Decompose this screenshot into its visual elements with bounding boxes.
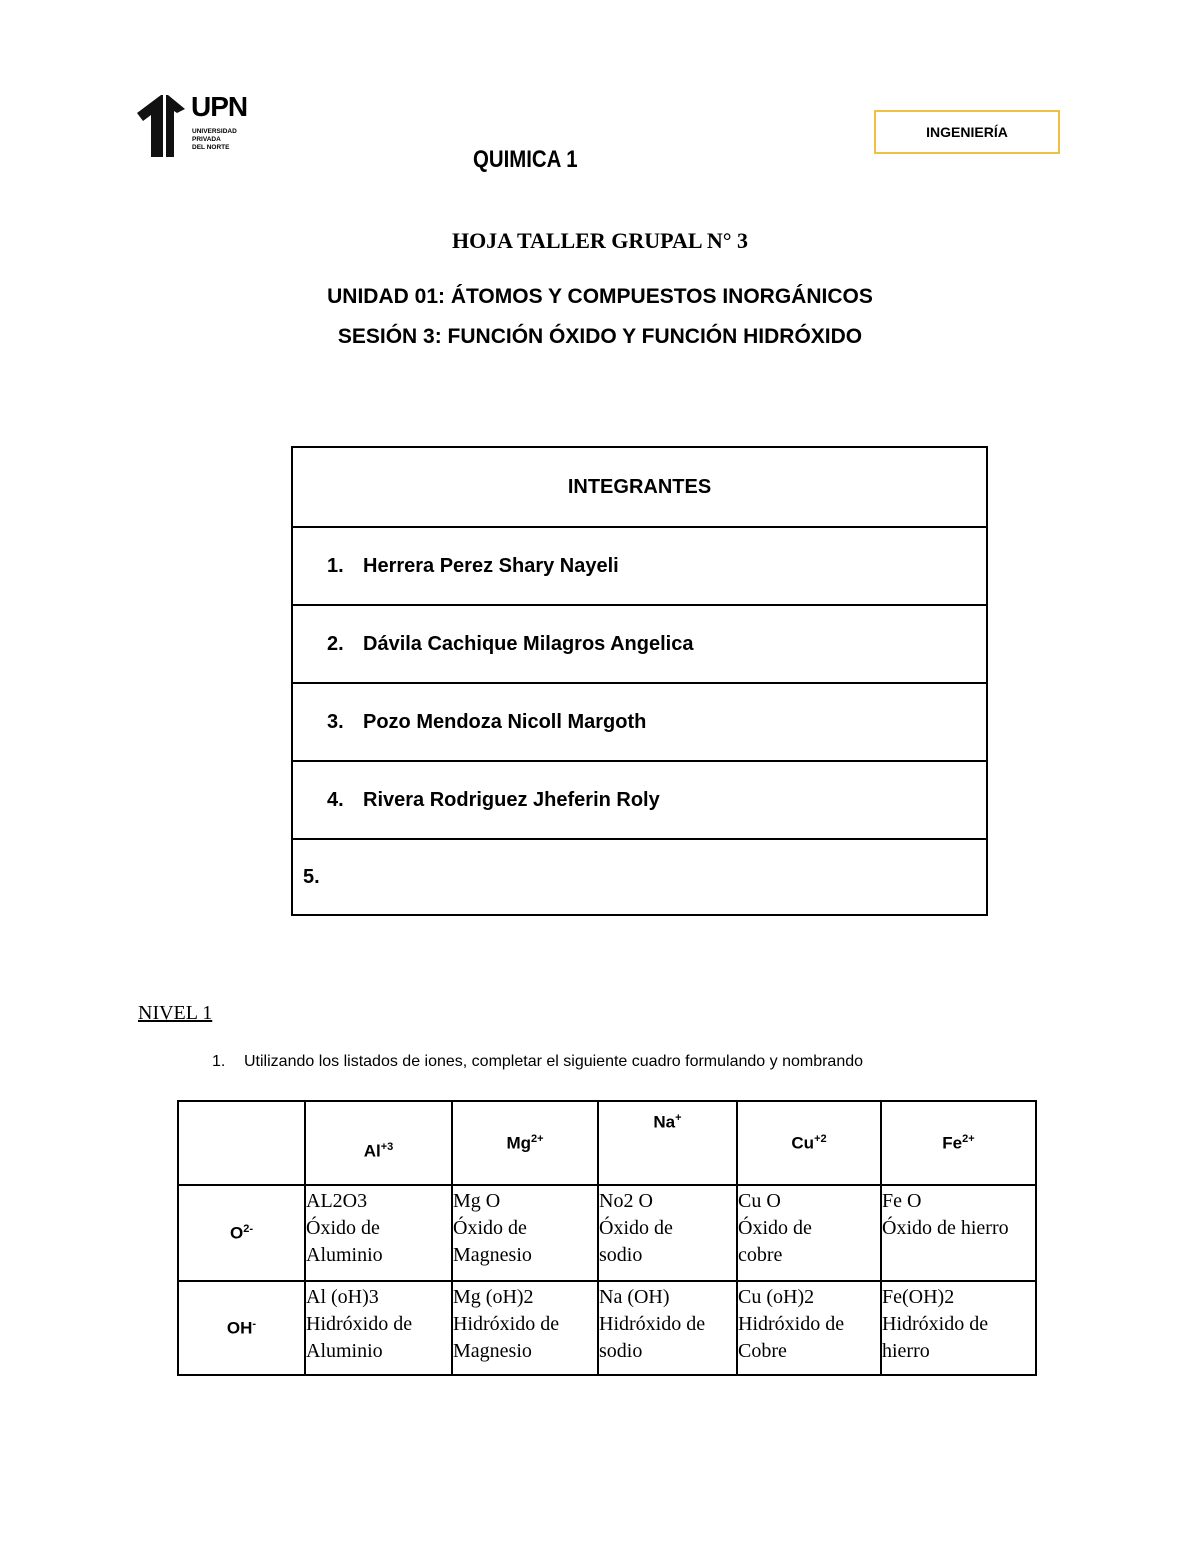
course-title: QUIMICA 1: [473, 146, 578, 173]
session-title: SESIÓN 3: FUNCIÓN ÓXIDO Y FUNCIÓN HIDRÓXIDO: [337, 325, 863, 348]
question-text: Utilizando los listados de iones, completar el siguiente cuadro formulando y nombrando: [244, 1053, 864, 1070]
member-row: [292, 761, 987, 839]
upn-arrow-icon: [137, 95, 189, 157]
logo-sub-2: PRIVADA: [192, 136, 221, 143]
answer-cell: No2 O Óxido de sodio: [598, 1185, 737, 1281]
members-table: [291, 446, 988, 916]
answer-cell: Cu (oH)2 Hidróxido de Cobre: [737, 1281, 881, 1375]
member-number: 2.: [327, 632, 344, 655]
upn-logo: [137, 91, 248, 157]
anion-header: OH-: [178, 1281, 305, 1375]
question-1: [212, 1053, 863, 1071]
corner-cell: [178, 1101, 305, 1185]
cation-header: $Al^{+3}$: [305, 1101, 452, 1185]
cation-header: $Mg^{2+}$: [452, 1101, 598, 1185]
level-heading: NIVEL 1: [138, 1002, 213, 1024]
answer-cell: Fe O Óxido de hierro: [881, 1185, 1036, 1281]
member-name: Herrera Perez Shary Nayeli: [363, 554, 619, 577]
sheet-title: HOJA TALLER GRUPAL N° 3: [451, 228, 749, 253]
member-number: 5.: [303, 865, 320, 888]
member-row: [292, 605, 987, 683]
member-number: 4.: [327, 788, 344, 811]
answer-cell: AL2O3 Óxido de Aluminio: [305, 1185, 452, 1281]
unit-title: UNIDAD 01: ÁTOMOS Y COMPUESTOS INORGÁNICOS: [327, 285, 873, 308]
area-label: INGENIERÍA: [926, 124, 1008, 140]
member-name: Pozo Mendoza Nicoll Margoth: [363, 710, 647, 733]
cation-header: $Fe^{2+}$: [881, 1101, 1036, 1185]
anion-header: $O^{2-}$: [178, 1185, 305, 1281]
member-name: Rivera Rodriguez Jheferin Roly: [363, 788, 660, 811]
member-name: Dávila Cachique Milagros Angelica: [363, 632, 694, 655]
member-number: 1.: [327, 554, 344, 577]
member-number: 3.: [327, 710, 344, 733]
member-row: [292, 839, 987, 915]
member-row: [292, 527, 987, 605]
member-row: [292, 683, 987, 761]
area-box: [874, 110, 1060, 154]
logo-name: UPN: [191, 91, 248, 122]
answer-cell: Al (oH)3 Hidróxido de Aluminio: [305, 1281, 452, 1375]
answer-cell: Mg (oH)2 Hidróxido de Magnesio: [452, 1281, 598, 1375]
logo-sub-3: DEL NORTE: [192, 144, 230, 151]
cation-header: $Cu^{+2}$: [737, 1101, 881, 1185]
answer-cell: Cu O Óxido de cobre: [737, 1185, 881, 1281]
logo-sub-1: UNIVERSIDAD: [192, 128, 237, 135]
cation-header: Na+: [598, 1101, 737, 1185]
answer-cell: Na (OH) Hidróxido de sodio: [598, 1281, 737, 1375]
ion-table: [177, 1100, 1037, 1376]
answer-cell: Fe(OH)2 Hidróxido de hierro: [881, 1281, 1036, 1375]
question-number: 1.: [212, 1053, 226, 1070]
answer-cell: Mg O Óxido de Magnesio: [452, 1185, 598, 1281]
members-header: INTEGRANTES: [292, 447, 987, 527]
